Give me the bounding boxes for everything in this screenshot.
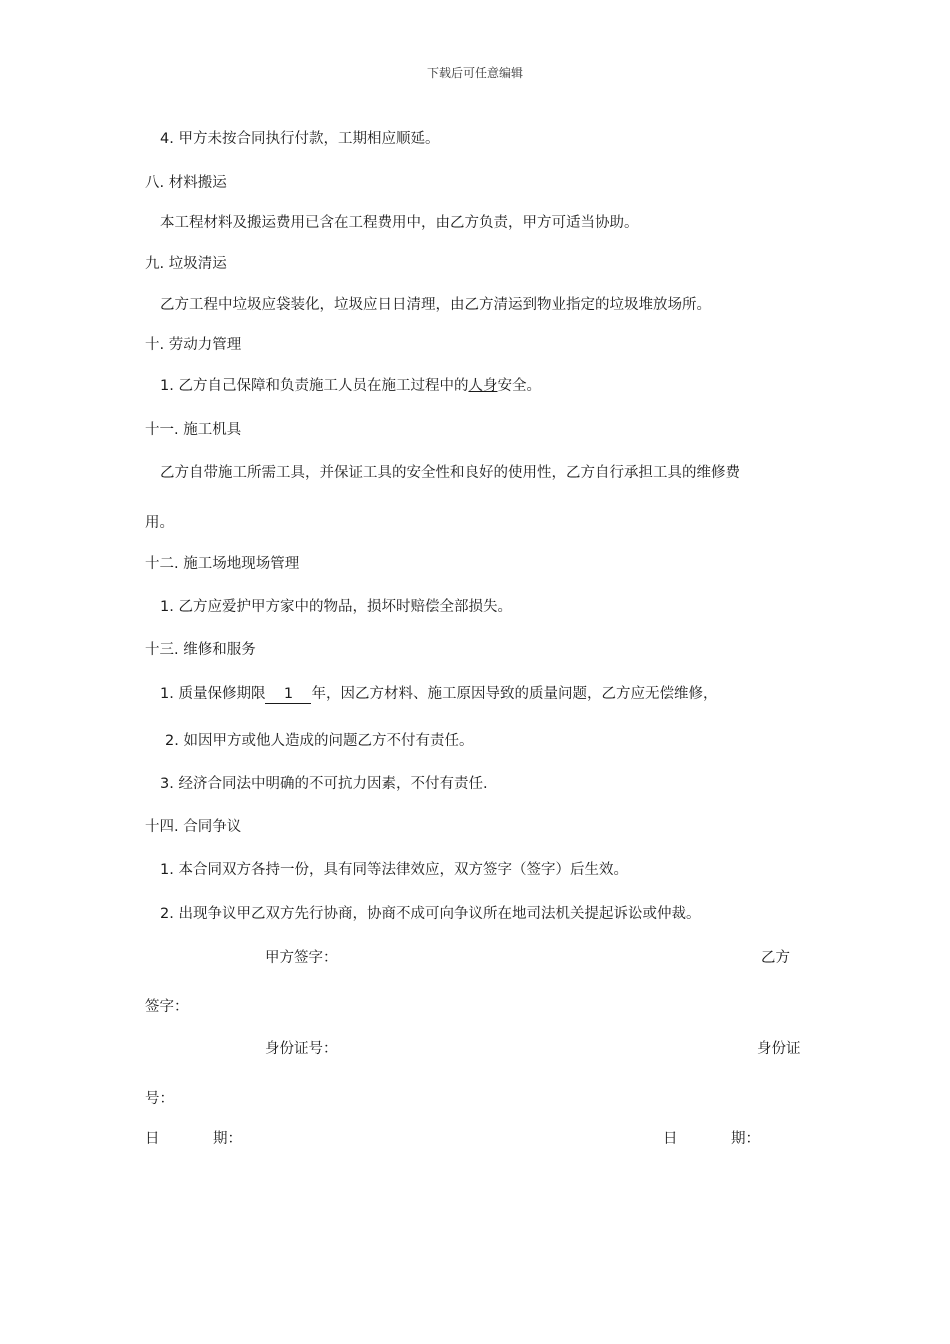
warranty-years-blank: 1	[265, 685, 311, 704]
party-a-id-label: 身份证号：	[265, 1041, 338, 1057]
section-12-title: 十二. 施工场地现场管理	[145, 556, 300, 572]
item-text-pre: . 质量保修期限	[169, 686, 266, 702]
item-number: 2	[165, 733, 175, 749]
item-number: 1	[160, 862, 170, 878]
section-13-item-3	[160, 774, 488, 794]
section-10-title: 十. 劳动力管理	[145, 337, 242, 353]
item-text: . 如因甲方或他人造成的问题乙方不付有责任。	[174, 733, 474, 749]
item-text-post: 安全。	[497, 378, 541, 394]
item-text: . 出现争议甲乙双方先行协商，协商不成可向争议所在地司法机关提起诉讼或仲裁。	[169, 906, 701, 922]
item-text-post: 年，因乙方材料、施工原因导致的质量问题，乙方应无偿维修，	[311, 686, 718, 702]
section-8-text: 本工程材料及搬运费用已含在工程费用中，由乙方负责，甲方可适当协助。	[160, 215, 639, 231]
section-9-title: 九. 垃圾清运	[145, 256, 227, 272]
section-10-item-1	[160, 376, 541, 396]
item-number: 1	[160, 686, 170, 702]
party-b-id-label-part-1: 身份证	[757, 1041, 801, 1057]
section-14-item-1	[160, 860, 628, 880]
section-13-item-1	[160, 684, 717, 704]
underlined-text: 人身	[468, 378, 498, 394]
section-9-text: 乙方工程中垃圾应袋装化，垃圾应日日清理，由乙方清运到物业指定的垃圾堆放场所。	[160, 297, 711, 313]
item-number: 1	[160, 599, 170, 615]
party-b-date-label-part-2: 期：	[731, 1131, 760, 1147]
clause-7-item-4	[160, 129, 439, 149]
section-11-text-line-2: 用。	[145, 515, 174, 531]
party-b-date-label-part-1: 日	[663, 1131, 678, 1147]
item-number: 1	[160, 378, 170, 394]
item-number: 2	[160, 906, 170, 922]
party-a-date-label-part-1: 日	[145, 1131, 160, 1147]
item-text: . 甲方未按合同执行付款，工期相应顺延。	[169, 131, 440, 147]
item-number: 4	[160, 131, 170, 147]
party-b-signature-label-part-1: 乙方	[761, 950, 790, 966]
item-text: . 经济合同法中明确的不可抗力因素，不付有责任.	[169, 776, 488, 792]
section-8-title: 八. 材料搬运	[145, 175, 227, 191]
section-14-item-2	[160, 904, 700, 924]
party-a-signature-label: 甲方签字：	[265, 950, 338, 966]
item-text: . 本合同双方各持一份，具有同等法律效应，双方签字（签字）后生效。	[169, 862, 628, 878]
party-b-signature-label-part-2: 签字：	[145, 999, 189, 1015]
section-13-title: 十三. 维修和服务	[145, 642, 256, 658]
section-12-item-1	[160, 597, 512, 617]
item-text: . 乙方应爱护甲方家中的物品，损坏时赔偿全部损失。	[169, 599, 512, 615]
page-header: 下载后可任意编辑	[426, 66, 523, 80]
party-a-date-label-part-2: 期：	[213, 1131, 242, 1147]
section-11-text-line-1: 乙方自带施工所需工具，并保证工具的安全性和良好的使用性，乙方自行承担工具的维修费	[160, 465, 740, 481]
party-b-id-label-part-2: 号：	[145, 1091, 174, 1107]
section-14-title: 十四. 合同争议	[145, 819, 242, 835]
section-13-item-2	[165, 731, 473, 751]
item-number: 3	[160, 776, 170, 792]
item-text-pre: . 乙方自己保障和负责施工人员在施工过程中的	[169, 378, 469, 394]
section-11-title: 十一. 施工机具	[145, 422, 242, 438]
